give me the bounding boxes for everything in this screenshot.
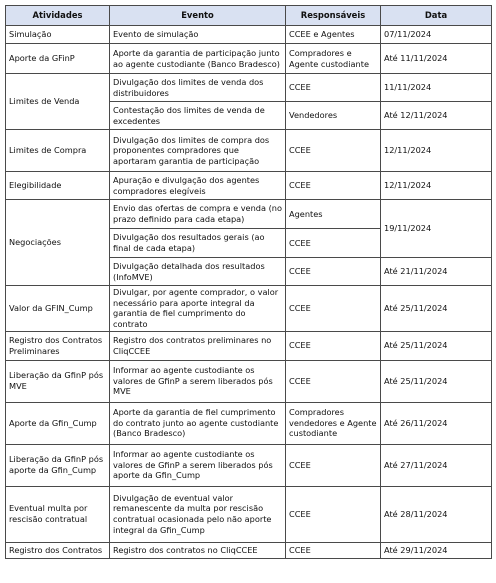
table-row: [6, 130, 492, 172]
cell-evento: Divulgação dos resultados gerais (ao final de cada etapa): [110, 229, 286, 258]
header-evento: Evento: [110, 6, 286, 26]
cell-responsaveis: CCEE: [286, 229, 381, 258]
cell-responsaveis: CCEE: [286, 258, 381, 286]
cell-responsaveis: CCEE: [286, 360, 381, 402]
cell-responsaveis: CCEE: [286, 444, 381, 486]
cell-atividade: Aporte da Gfin_Cump: [6, 402, 110, 444]
cell-evento: Informar ao agente custodiante os valores de GfinP a serem liberados pós aporte da Gfin_Cump: [110, 444, 286, 486]
cell-data: 12/11/2024: [381, 172, 492, 200]
cell-data: 19/11/2024: [381, 200, 492, 258]
table-row: [6, 74, 492, 102]
cell-responsaveis: Agentes: [286, 200, 381, 229]
schedule-table: [5, 5, 492, 559]
cell-atividade: Aporte da GFinP: [6, 44, 110, 74]
cell-data: Até 21/11/2024: [381, 258, 492, 286]
cell-atividade: Registro dos Contratos Preliminares: [6, 331, 110, 360]
cell-data: 11/11/2024: [381, 74, 492, 102]
cell-atividade: Valor da GFIN_Cump: [6, 286, 110, 332]
cell-data: Até 25/11/2024: [381, 331, 492, 360]
cell-data: 12/11/2024: [381, 130, 492, 172]
cell-data: Até 26/11/2024: [381, 402, 492, 444]
cell-data: Até 29/11/2024: [381, 542, 492, 558]
cell-evento: Divulgação detalhada dos resultados (InfoMVE): [110, 258, 286, 286]
cell-responsaveis: Compradores e Agente custodiante: [286, 44, 381, 74]
cell-responsaveis: CCEE e Agentes: [286, 26, 381, 44]
header-atividades: Atividades: [6, 6, 110, 26]
cell-evento: Apuração e divulgação dos agentes compradores elegíveis: [110, 172, 286, 200]
cell-atividade: Negociações: [6, 200, 110, 286]
cell-evento: Registro dos contratos no CliqCCEE: [110, 542, 286, 558]
cell-evento: Informar ao agente custodiante os valores de GfinP a serem liberados pós MVE: [110, 360, 286, 402]
cell-evento: Aporte da garantia de participação junto ao agente custodiante (Banco Bradesco): [110, 44, 286, 74]
table-row: [6, 402, 492, 444]
table-row: [6, 44, 492, 74]
cell-data: Até 28/11/2024: [381, 486, 492, 542]
cell-atividade: Limites de Compra: [6, 130, 110, 172]
cell-evento: Divulgação dos limites de venda dos distribuidores: [110, 74, 286, 102]
cell-evento: Envio das ofertas de compra e venda (no prazo definido para cada etapa): [110, 200, 286, 229]
table-row: [6, 172, 492, 200]
cell-atividade: Elegibilidade: [6, 172, 110, 200]
cell-responsaveis: CCEE: [286, 130, 381, 172]
cell-data: Até 25/11/2024: [381, 286, 492, 332]
cell-responsaveis: CCEE: [286, 172, 381, 200]
cell-responsaveis: Compradores vendedores e Agente custodiante: [286, 402, 381, 444]
header-responsaveis: Responsáveis: [286, 6, 381, 26]
cell-responsaveis: CCEE: [286, 486, 381, 542]
cell-atividade: Registro dos Contratos: [6, 542, 110, 558]
cell-responsaveis: Vendedores: [286, 102, 381, 130]
cell-data: Até 12/11/2024: [381, 102, 492, 130]
cell-evento: Divulgar, por agente comprador, o valor necessário para aporte integral da garantia de fiel cumprimento do contrato: [110, 286, 286, 332]
table-row: [6, 286, 492, 332]
table-row: [6, 486, 492, 542]
cell-data: 07/11/2024: [381, 26, 492, 44]
cell-evento: Contestação dos limites de venda de excedentes: [110, 102, 286, 130]
cell-data: Até 11/11/2024: [381, 44, 492, 74]
header-data: Data: [381, 6, 492, 26]
cell-atividade: Eventual multa por rescisão contratual: [6, 486, 110, 542]
cell-atividade: Liberação da GfinP pós MVE: [6, 360, 110, 402]
table-row: [6, 200, 492, 229]
table-row: [6, 360, 492, 402]
cell-data: Até 27/11/2024: [381, 444, 492, 486]
table-row: [6, 444, 492, 486]
cell-evento: Aporte da garantia de fiel cumprimento do contrato junto ao agente custodiante (Banco Bradesco): [110, 402, 286, 444]
table-row: [6, 542, 492, 558]
cell-atividade: Limites de Venda: [6, 74, 110, 130]
cell-evento: Divulgação de eventual valor remanescente da multa por rescisão contratual ocasionada pelo não aporte integral da Gfin_Cump: [110, 486, 286, 542]
cell-responsaveis: CCEE: [286, 331, 381, 360]
cell-data: Até 25/11/2024: [381, 360, 492, 402]
table-row: [6, 331, 492, 360]
cell-evento: Divulgação dos limites de compra dos proponentes compradores que aportaram garantia de participação: [110, 130, 286, 172]
cell-atividade: Liberação da GfinP pós aporte da Gfin_Cump: [6, 444, 110, 486]
cell-responsaveis: CCEE: [286, 74, 381, 102]
cell-evento: Registro dos contratos preliminares no CliqCCEE: [110, 331, 286, 360]
table-row: [6, 26, 492, 44]
cell-evento: Evento de simulação: [110, 26, 286, 44]
cell-atividade: Simulação: [6, 26, 110, 44]
cell-responsaveis: CCEE: [286, 286, 381, 332]
cell-responsaveis: CCEE: [286, 542, 381, 558]
header-row: [6, 6, 492, 26]
